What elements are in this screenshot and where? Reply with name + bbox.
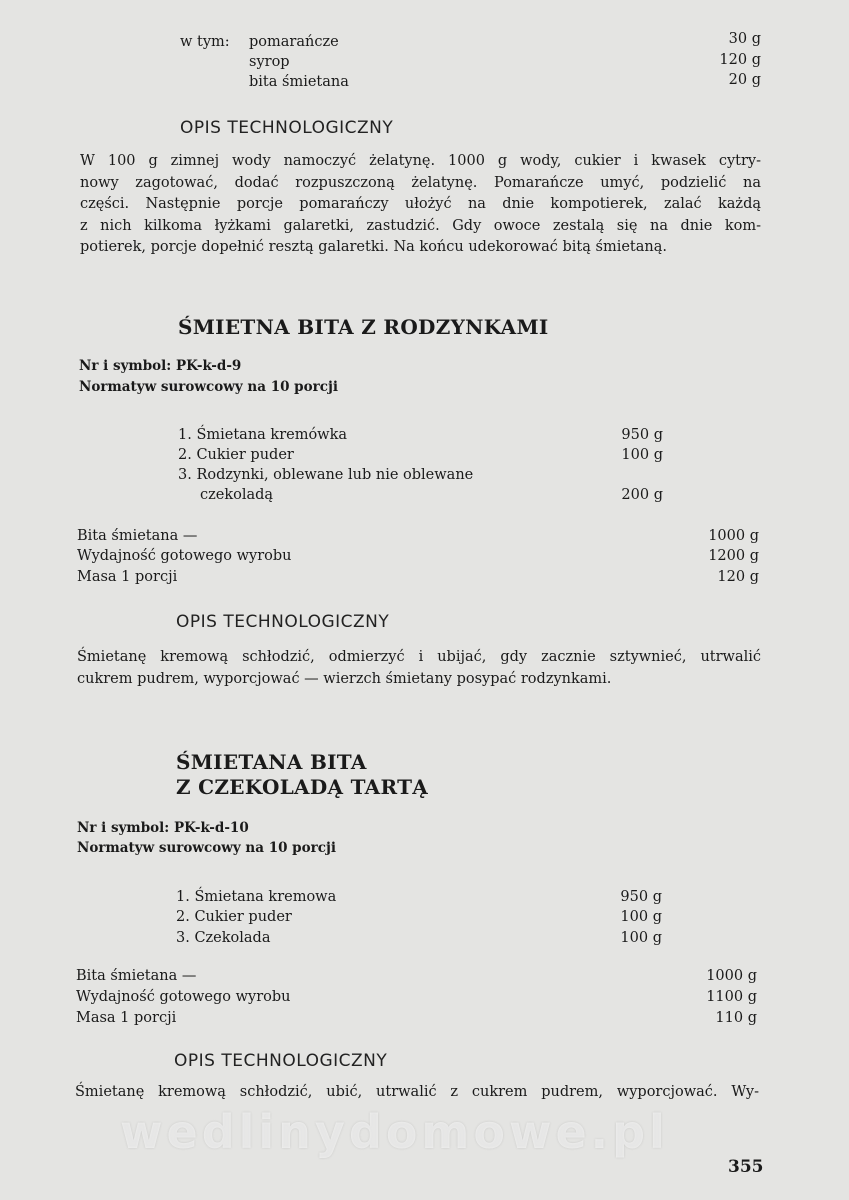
- ingredient-qty: 950 g: [621, 427, 663, 443]
- section-heading: OPIS TECHNOLOGICZNY: [180, 118, 394, 138]
- top-list-item-name: bita śmietana: [249, 74, 349, 90]
- paragraph-line: nowy zagotować, dodać rozpuszczoną żelatynę. Pomarańcze umyć, podzielić na: [80, 174, 761, 191]
- ingredient-name: 1. Śmietana kremowa: [176, 889, 337, 905]
- paragraph-line: z nich kilkoma łyżkami galaretki, zastudzić. Gdy owoce zestalą się na dnie kom-: [80, 217, 761, 234]
- recipe-symbol: Nr i symbol: PK-k-d-9: [79, 358, 242, 374]
- paragraph-line: cukrem pudrem, wyporcjować — wierzch śmietany posypać rodzynkami.: [77, 670, 612, 687]
- paragraph-line: Śmietanę kremową schłodzić, ubić, utrwalić z cukrem pudrem, wyporcjować. Wy-: [75, 1084, 759, 1100]
- top-list-item-qty: 30 g: [728, 31, 761, 47]
- summary-label: Wydajność gotowego wyrobu: [77, 548, 292, 564]
- summary-label: Masa 1 porcji: [77, 569, 178, 585]
- ingredient-qty: 100 g: [621, 447, 663, 463]
- summary-value: 1000 g: [706, 968, 757, 984]
- paragraph-line: Śmietanę kremową schłodzić, odmierzyć i ubijać, gdy zacznie sztywnieć, utrwalić: [77, 649, 761, 665]
- recipe-norm: Normatyw surowcowy na 10 porcji: [77, 840, 336, 856]
- description-paragraph: [75, 1082, 759, 1104]
- ingredient-name: 2. Cukier puder: [176, 909, 292, 925]
- recipe-symbol: Nr i symbol: PK-k-d-10: [77, 820, 249, 836]
- section-heading: OPIS TECHNOLOGICZNY: [174, 1051, 388, 1071]
- ingredient-name: 3. Rodzynki, oblewane lub nie oblewane: [178, 467, 474, 483]
- ingredient-name: 3. Czekolada: [176, 930, 271, 946]
- recipe-title: ŚMIETNA BITA Z RODZYNKAMI: [178, 315, 549, 339]
- top-list-item-name: pomarańcze: [249, 34, 339, 50]
- ingredient-name: 1. Śmietana kremówka: [178, 427, 348, 443]
- ingredient-qty: 100 g: [620, 909, 662, 925]
- top-list-item-name: syrop: [249, 54, 290, 70]
- summary-value: 110 g: [715, 1010, 757, 1026]
- paragraph-line: W 100 g zimnej wody namoczyć żelatynę. 1000 g wody, cukier i kwasek cytry-: [80, 153, 761, 169]
- ingredient-qty: 200 g: [621, 487, 663, 503]
- summary-value: 120 g: [717, 569, 759, 585]
- summary-value: 1200 g: [708, 548, 759, 564]
- page-number: 355: [728, 1157, 764, 1177]
- description-paragraph: [80, 151, 761, 259]
- recipe-title: ŚMIETANA BITA: [176, 750, 367, 774]
- ingredient-name-cont: czekoladą: [200, 487, 274, 503]
- summary-value: 1000 g: [708, 528, 759, 544]
- ingredient-qty: 100 g: [620, 930, 662, 946]
- summary-label: Bita śmietana —: [76, 968, 197, 984]
- paragraph-line: części. Następnie porcje pomarańczy ułożyć na dnie kompotierek, zalać każdą: [80, 196, 761, 212]
- watermark: wedlinydomowe.pl: [120, 1105, 669, 1159]
- summary-label: Bita śmietana —: [77, 528, 198, 544]
- top-list-item-qty: 20 g: [728, 72, 761, 88]
- summary-label: Wydajność gotowego wyrobu: [76, 989, 291, 1005]
- recipe-title: Z CZEKOLADĄ TARTĄ: [176, 775, 429, 799]
- section-heading: OPIS TECHNOLOGICZNY: [176, 612, 390, 632]
- top-list-label: w tym:: [180, 34, 230, 50]
- top-list-item-qty: 120 g: [719, 52, 761, 68]
- summary-value: 1100 g: [706, 989, 757, 1005]
- ingredient-qty: 950 g: [620, 889, 662, 905]
- ingredient-name: 2. Cukier puder: [178, 447, 294, 463]
- recipe-norm: Normatyw surowcowy na 10 porcji: [79, 379, 338, 395]
- summary-label: Masa 1 porcji: [76, 1010, 177, 1026]
- paragraph-line: potierek, porcje dopełnić resztą galaretki. Na końcu udekorować bitą śmietaną.: [80, 239, 667, 255]
- description-paragraph: [77, 647, 761, 690]
